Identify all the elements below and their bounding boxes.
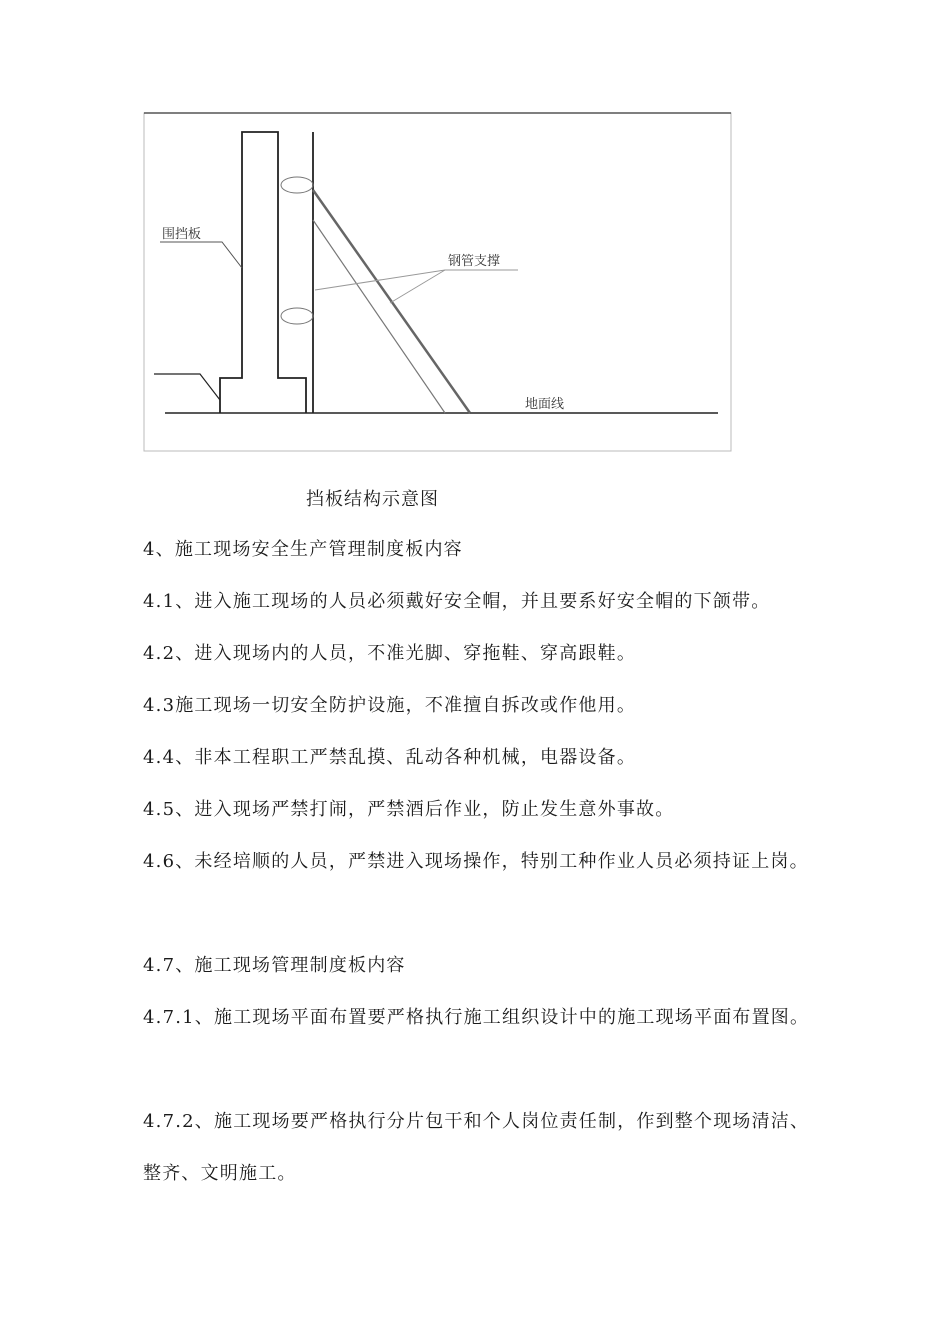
list-item: 4.3施工现场一切安全防护设施，不准擅自拆改或作他用。: [143, 695, 637, 716]
diagram-svg: [140, 110, 740, 455]
pipe-support-label: 钢管支撑: [448, 254, 501, 269]
list-item: 4.7.2、施工现场要严格执行分片包干和个人岗位责任制，作到整个现场清洁、整齐、文明施工。: [143, 1111, 810, 1184]
enclosure-panel: [220, 132, 306, 413]
diagram-frame: [144, 113, 731, 451]
list-item: 4.1、进入施工现场的人员必须戴好安全帽，并且要系好安全帽的下颌带。: [143, 591, 771, 612]
section-heading: 4、施工现场安全生产管理制度板内容: [143, 539, 463, 560]
diagonal-brace-inner: [313, 220, 445, 413]
pipe-clamp-upper: [281, 177, 313, 193]
panel-label: 围挡板: [162, 227, 202, 242]
list-item: 4.6、未经培顺的人员，严禁进入现场操作，特别工种作业人员必须持证上岗。: [143, 851, 809, 872]
list-item: 4.7、施工现场管理制度板内容: [143, 955, 406, 976]
list-item: 4.7.1、施工现场平面布置要严格执行施工组织设计中的施工现场平面布置图。: [143, 1007, 810, 1028]
pipe-clamp-lower: [281, 308, 313, 324]
baffle-structure-diagram: [140, 110, 740, 455]
panel-leader-line: [160, 242, 242, 268]
ground-line-label: 地面线: [525, 397, 565, 412]
list-item: 4.5、进入现场严禁打闹，严禁酒后作业，防止发生意外事故。: [143, 799, 675, 820]
base-leader-line: [154, 374, 220, 400]
list-item: 4.4、非本工程职工严禁乱摸、乱动各种机械，电器设备。: [143, 747, 637, 768]
diagonal-brace-outer: [313, 190, 470, 413]
list-item: 4.2、进入现场内的人员，不准光脚、穿拖鞋、穿高跟鞋。: [143, 643, 637, 664]
figure-caption: 挡板结构示意图: [306, 489, 439, 510]
pipe-support-leader-b: [390, 270, 445, 303]
